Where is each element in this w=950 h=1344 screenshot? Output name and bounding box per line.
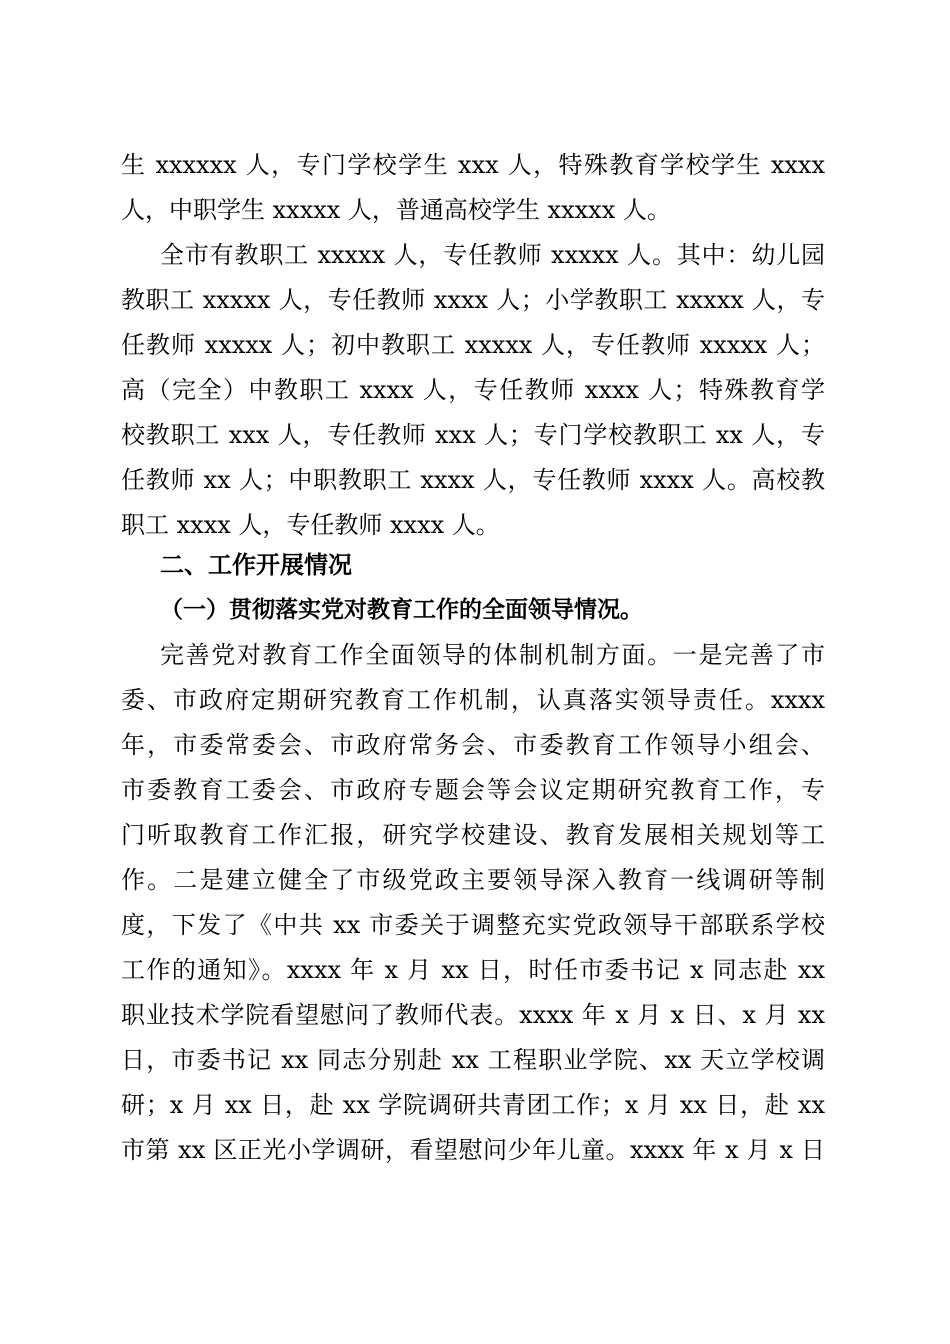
text-line-15: 市委教育工委会、市政府专题会等会议定期研究教育工作，专 [121, 776, 825, 804]
text-line-3: 全市有教职工 xxxxx 人，专任教师 xxxxx 人。其中：幼儿园 [160, 241, 825, 269]
text-line-6: 高（完全）中教职工 xxxx 人，专任教师 xxxx 人；特殊教育学 [121, 376, 825, 404]
text-line-17: 作。二是建立健全了市级党政主要领导深入教育一线调研等制 [121, 866, 825, 894]
text-line-5: 任教师 xxxxx 人；初中教职工 xxxxx 人，专任教师 xxxxx 人； [121, 331, 825, 359]
text-line-8: 任教师 xx 人；中职教职工 xxxx 人，专任教师 xxxx 人。高校教 [121, 466, 825, 494]
text-line-1: 生 xxxxxx 人，专门学校学生 xxx 人，特殊教育学校学生 xxxx [121, 151, 825, 179]
text-line-16: 门听取教育工作汇报，研究学校建设、教育发展相关规划等工 [121, 821, 825, 849]
section-heading: 二、工作开展情况 [160, 551, 352, 579]
text-line-4: 教职工 xxxxx 人，专任教师 xxxx 人；小学教职工 xxxxx 人，专 [121, 286, 825, 314]
text-line-20: 职业技术学院看望慰问了教师代表。xxxx 年 x 月 x 日、x 月 xx [121, 1001, 825, 1029]
text-line-23: 市第 xx 区正光小学调研，看望慰问少年儿童。xxxx 年 x 月 x 日 [121, 1136, 825, 1164]
text-line-19: 工作的通知》。xxxx 年 x 月 xx 日，时任市委书记 x 同志赴 xx [121, 956, 825, 984]
text-line-13: 委、市政府定期研究教育工作机制，认真落实领导责任。xxxx [121, 686, 825, 714]
text-line-12: 完善党对教育工作全面领导的体制机制方面。一是完善了市 [160, 641, 825, 669]
text-line-7: 校教职工 xxx 人，专任教师 xxx 人；专门学校教职工 xx 人，专 [121, 421, 825, 449]
text-line-14: 年，市委常委会、市政府常务会、市委教育工作领导小组会、 [121, 731, 825, 759]
text-line-9: 职工 xxxx 人，专任教师 xxxx 人。 [121, 511, 500, 539]
subsection-heading: （一）贯彻落实党对教育工作的全面领导情况。 [160, 596, 643, 623]
text-line-22: 研；x 月 xx 日，赴 xx 学院调研共青团工作；x 月 xx 日，赴 xx [121, 1091, 825, 1119]
text-line-2: 人，中职学生 xxxxx 人，普通高校学生 xxxxx 人。 [121, 196, 671, 224]
text-line-21: 日，市委书记 xx 同志分别赴 xx 工程职业学院、xx 天立学校调 [121, 1046, 825, 1074]
text-line-18: 度，下发了《中共 xx 市委关于调整充实党政领导干部联系学校 [121, 911, 825, 939]
